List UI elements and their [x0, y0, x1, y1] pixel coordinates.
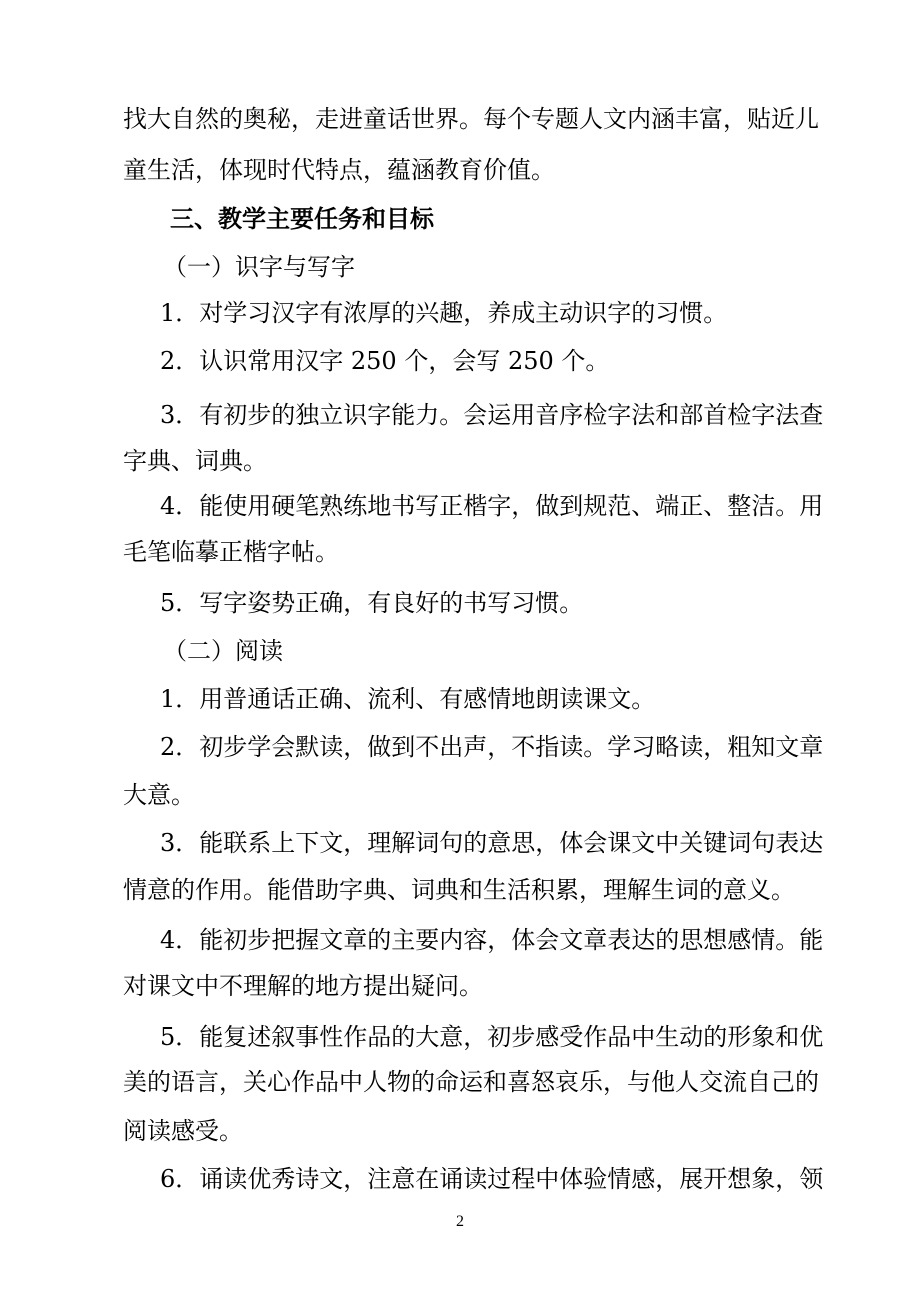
- list-item-continuation: 字典、词典。: [123, 447, 267, 475]
- paragraph-line: 童生活，体现时代特点，蕴涵教育价值。: [123, 156, 555, 184]
- list-item-continuation: 对课文中不理解的地方提出疑问。: [123, 972, 483, 1000]
- list-item: 2．初步学会默读，做到不出声，不指读。学习略读，粗知文章: [160, 733, 824, 761]
- list-item: 3．能联系上下文，理解词句的意思，体会课文中关键词句表达: [160, 829, 824, 857]
- list-item-continuation: 情意的作用。能借助字典、词典和生活积累，理解生词的意义。: [123, 876, 795, 904]
- list-item-continuation: 大意。: [123, 781, 195, 809]
- list-item: 6．诵读优秀诗文，注意在诵读过程中体验情感，展开想象，领: [160, 1165, 824, 1193]
- list-item-continuation: 阅读感受。: [123, 1117, 243, 1145]
- list-item: 1．用普通话正确、流利、有感情地朗读课文。: [160, 685, 656, 713]
- list-item: 1．对学习汉字有浓厚的兴趣，养成主动识字的习惯。: [160, 299, 728, 327]
- list-item-continuation: 美的语言，关心作品中人物的命运和喜怒哀乐，与他人交流自己的: [123, 1068, 819, 1096]
- section-heading: 三、教学主要任务和目标: [170, 204, 434, 233]
- list-item: 3．有初步的独立识字能力。会运用音序检字法和部首检字法查: [160, 401, 824, 429]
- list-item: 5．能复述叙事性作品的大意，初步感受作品中生动的形象和优: [160, 1023, 824, 1051]
- page-number: 2: [456, 1213, 464, 1230]
- list-item: 5．写字姿势正确，有良好的书写习惯。: [160, 589, 584, 617]
- list-item-continuation: 毛笔临摹正楷字帖。: [123, 538, 339, 566]
- paragraph-line: 找大自然的奥秘，走进童话世界。每个专题人文内涵丰富，贴近儿: [123, 105, 819, 133]
- subsection-heading: （一）识字与写字: [163, 253, 355, 281]
- list-item: 2．认识常用汉字 250 个，会写 250 个。: [160, 347, 610, 375]
- list-item: 4．能使用硬笔熟练地书写正楷字，做到规范、端正、整洁。用: [160, 492, 824, 520]
- list-item: 4．能初步把握文章的主要内容，体会文章表达的思想感情。能: [160, 926, 824, 954]
- subsection-heading: （二）阅读: [163, 637, 283, 665]
